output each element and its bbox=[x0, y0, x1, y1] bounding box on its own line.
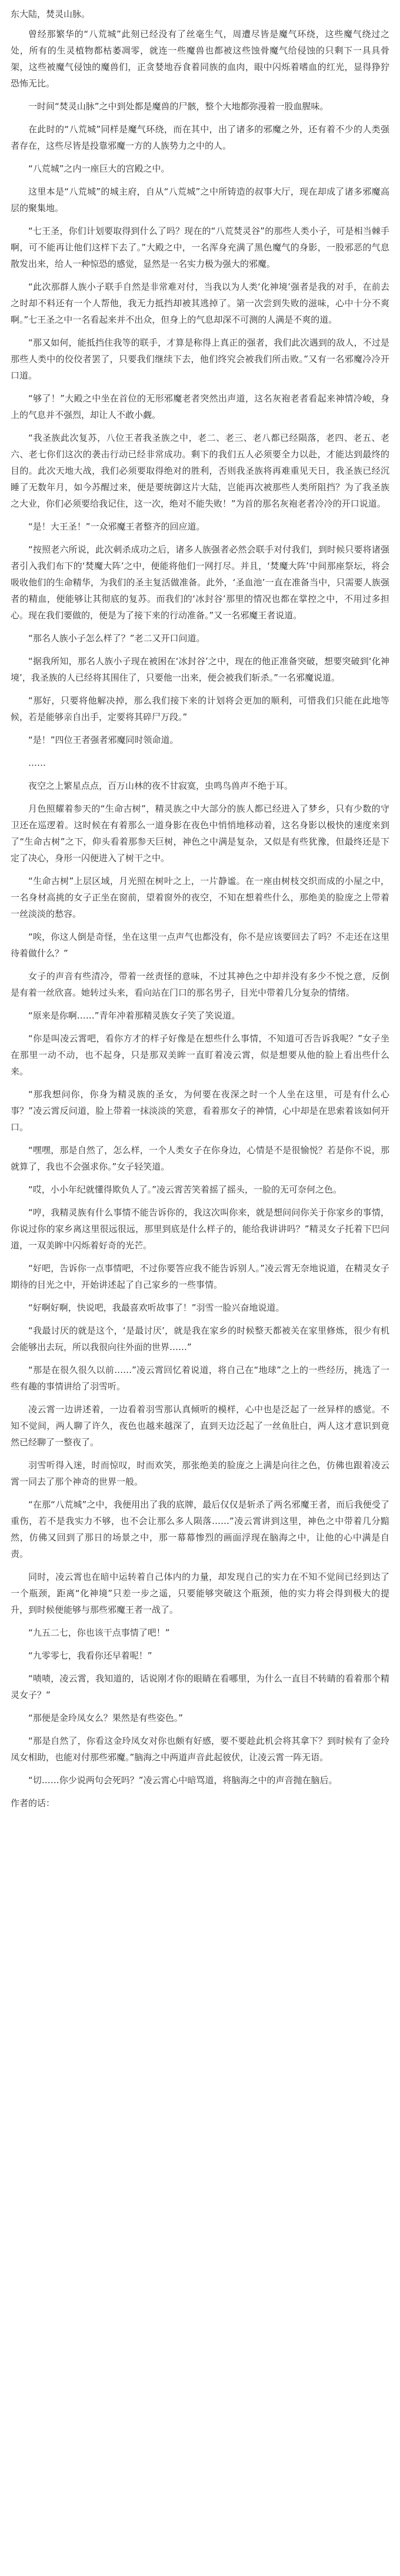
paragraph: “切……你少说两句会死吗？”凌云霄心中暗骂道，将脑海之中的声音抛在脑后。 bbox=[28, 1775, 338, 1786]
paragraph: “九零零七，我看你还早着呢！” bbox=[28, 1650, 152, 1661]
text-body bbox=[11, 26, 389, 1788]
section-break: …… bbox=[28, 758, 46, 768]
paragraph: 一时间“焚灵山脉”之中到处都是魔兽的尸骸，整个大地都弥漫着一股血腥味。 bbox=[28, 101, 329, 112]
paragraph: 夜空之上繁星点点，百万山林的夜不甘寂寞，虫鸣鸟兽声不绝于耳。 bbox=[28, 780, 294, 791]
paragraph: “那便是金玲凤女么？果然是有些姿色。” bbox=[28, 1713, 184, 1723]
paragraph: 月色照耀着参天的“生命古树”，精灵族之中大部分的族人都已经进入了梦乡，只有少数的守卫还在巡逻着。这时候在有着那么一道身影在夜色中悄悄地移动着，这名身影以极快的速度来到了“生命古树”之下，仰头看着那参天巨树，神色之中满是复杂，又似是有些犹豫，但最终还是下定了决心，身形一闪便进入了树干之中。 bbox=[11, 803, 389, 863]
paragraph: “那是自然了，你看这金玲凤女对你也颇有好感，要不要趁此机会将其拿下？到时候有了金玲凤女相助，也能对付那些邪魔。”脑海之中两道声音此起彼伏，让凌云霄一阵无语。 bbox=[11, 1736, 389, 1763]
paragraph: “够了！”大殿之中坐在首位的无形邪魔老者突然出声道，这名灰袍老者看起来神情冷峻，身上的气息并不强烈，却让人不敢小觑。 bbox=[11, 393, 389, 420]
paragraph: “好吧，告诉你一点事情吧，不过你要答应我不能告诉别人。”凌云霄无奈地说道，在精灵女子期待的目光之中，开始讲述起了自己家乡的一些事情。 bbox=[11, 1263, 389, 1290]
paragraph: “我最讨厌的就是这个，‘是最讨厌’，就是我在家乡的时候整天都被关在家里修炼，很少有机会能够出去玩，所以我很向往外面的世界……” bbox=[11, 1325, 389, 1352]
paragraph: “生命古树”上层区域，月光照在树叶之上，一片静谧。在一座由树枝交织而成的小屋之中，一名身材高挑的女子正坐在窗前，望着窗外的夜空，不知在想着些什么，那绝美的脸庞之上带着一丝淡淡的愁容。 bbox=[11, 876, 389, 919]
paragraph: “那是在很久很久以前……”凌云霄回忆着说道，将自己在“地球”之上的一些经历，挑选了一些有趣的事情讲给了羽雪听。 bbox=[11, 1365, 389, 1392]
paragraph: “那又如何，能抵挡住我等的联手，才算是称得上真正的强者，我们此次遇到的敌人，不过是那些人类中的佼佼者罢了，只要我们继续下去，他们终究会被我们所击败。”又有一名邪魔冷冷开口道。 bbox=[11, 337, 389, 381]
paragraph: “据我所知，那名人族小子现在被困在‘冰封谷’之中，现在的他正准备突破，想要突破到‘化神境’，我圣族的人已经将其围住了，只要他一出来，便会被我们斩杀。”一名邪魔说道。 bbox=[11, 656, 389, 683]
paragraph: “原来是你啊……”青年冲着那精灵族女子笑了笑说道。 bbox=[28, 1010, 241, 1021]
paragraph: “九五二七，你也该干点事情了吧！” bbox=[28, 1627, 170, 1638]
paragraph: “啧啧，凌云霄，我知道的，话说刚才你的眼睛在看哪里，为什么一直目不转睛的看着那个精灵女子？” bbox=[11, 1673, 389, 1700]
paragraph: “好啊好啊，快说吧，我最喜欢听故事了！”羽雪一脸兴奋地说道。 bbox=[28, 1302, 285, 1313]
paragraph: “那好，只要将他解决掉，那么我们接下来的计划将会更加的顺利，可惜我们只能在此地等候，若是能够亲自出手，定要将其碎尸万段。” bbox=[11, 695, 389, 722]
chapter-title: 东大陆，焚灵山脉。 bbox=[11, 9, 91, 19]
paragraph: 羽雪听得入迷，时而惊叹，时而欢笑，那张绝美的脸庞之上满是向往之色，仿佛也跟着凌云霄一同去了那个神奇的世界一般。 bbox=[11, 1460, 389, 1487]
paragraph: “此次那群人族小子联手自然是非常难对付，当我以为人类‘化神境’强者是我的对手，在前去之时却不料还有一个人帮他，我无力抵挡却被其逃掉了。第一次尝到失败的滋味，心中十分不爽啊。”七王圣之中一名看起来并不出众，但身上的气息却深不可测的人满是不爽的道。 bbox=[11, 282, 389, 325]
paragraph: “八荒城”之内一座巨大的宫殿之中。 bbox=[28, 163, 170, 174]
paragraph: 曾经那繁华的“八荒城”此刻已经没有了丝毫生气，周遭尽皆是魔气环绕，这些魔气绕过之处，所有的生灵植物都枯萎凋零，就连一些魔兽也都被这些蚀骨魔气给侵蚀的只剩下一具具骨架，这些被魔气侵蚀的魔兽们，正贪婪地吞食着同族的血肉，眼中闪烁着嗜血的红光，显得狰狞恐怖无比。 bbox=[11, 29, 389, 89]
paragraph: “你是叫凌云霄吧，看你方才的样子好像是在想些什么事情，不知道可否告诉我呢？”女子坐在那里一动不动，也不起身，只是那双美眸一直盯着凌云霄，似是想要从他的脸上看出些什么来。 bbox=[11, 1033, 389, 1077]
paragraph: “嘿嘿，那是自然了，怎么样，一个人类女子在你身边，心情是不是很愉悦？若是你不说，那就算了，我也不会强求你。”女子轻笑道。 bbox=[11, 1145, 389, 1172]
paragraph: 女子的声音有些清冷，带着一丝责怪的意味，不过其神色之中却并没有多少不悦之意，反倒是有着一丝欣喜。她转过头来，看向站在门口的那名男子，目光中带着几分复杂的情绪。 bbox=[11, 971, 389, 998]
paragraph: “那名人族小子怎么样了？”老二又开口问道。 bbox=[28, 633, 205, 644]
paragraph: “那我想问你，你身为精灵族的圣女，为何要在夜深之时一个人坐在这里，可是有什么心事？”凌云霄反问道，脸上带着一抹淡淡的笑意，看着那女子的神情，心中却是在思索着该如何开口。 bbox=[11, 1089, 389, 1133]
author-note: 作者的话： bbox=[11, 1798, 55, 1808]
paragraph: 这里本是“八荒城”的城主府，自从“八荒城”之中所铸造的叔事大厅，现在却成了诸多邪魔高层的聚集地。 bbox=[11, 186, 389, 213]
paragraph: “哼，我精灵族有什么事情不能告诉你的，我这次叫你来，就是想问问你关于你家乡的事情，你说过你的家乡离这里很远很远，那里到底是什么样子的，能给我讲讲吗？”精灵女子托着下巴问道，一双美眸中闪烁着好奇的光芒。 bbox=[11, 1207, 389, 1251]
paragraph: “我圣族此次复苏，八位王者我圣族之中，老二、老三、老八都已经陨落，老四、老五、老六、老七你们这次的袭击行动已经非常成功。剩下的我们五人必须要全力以赴，才能达到最终的目的。此次天地大战，我们必须要取得绝对的胜利，否则我圣族将再难重见天日，我圣族已经沉睡了无数年月，如今苏醒过来，便是要统御这片大陆，岂能再次被那些人类所阻挡？为了我圣族之大业，你们必须要给我记住，这一次，绝对不能失败！”为首的那名灰袍老者冷冷的开口说道。 bbox=[11, 433, 389, 509]
paragraph: “是！大王圣！”一众邪魔王者整齐的回应道。 bbox=[28, 521, 205, 532]
paragraph: “唉，你这人倒是奇怪，坐在这里一点声气也都没有，你不是应该要回去了吗？不走还在这里待着做什么？” bbox=[11, 932, 389, 959]
paragraph: “在那“八荒城”之中，我便用出了我的底牌，最后仅仅是斩杀了两名邪魔王者，而后我便受了重伤，若不是我实力不够，也不会让那么多人陨落……”凌云霄讲到这里，神色之中带着几分黯然，仿佛又回到了那日的场景之中，那一幕幕惨烈的画面浮现在脑海之中，让他的心中满是自责。 bbox=[11, 1499, 389, 1559]
paragraph: 同时，凌云霄也在暗中运转着自己体内的力量，却发现自己的实力在不知不觉间已经到达了一个瓶颈，距离“化神境”只差一步之遥，只要能够突破这个瓶颈，他的实力将会得到极大的提升，到时候便能够与那些邪魔王者一战了。 bbox=[11, 1572, 389, 1615]
paragraph: “七王圣，你们计划要取得到什么了吗？现在的“八荒焚灵谷”的那些人类小子，可是相当棘手啊，可不能再让他们这样下去了。”大殿之中，一名浑身充满了黑色魔气的身影，一股邪恶的气息散发出来，给人一种惊恐的感觉，显然是一名实力极为强大的邪魔。 bbox=[11, 226, 389, 269]
paragraph: “按照老六所说，此次刺杀成功之后，诸多人族强者必然会联手对付我们，到时候只要将诸强者引入我们布下的‘焚魔大阵’之中，便能将他们一网打尽。并且，‘焚魔大阵’中间那座祭坛，将会吸收他们的生命精华，为我们的圣主复活做准备。此外，‘圣血池’一直在准备当中，只需要人族强者的精血，便能够让其彻底的复苏。而我们的‘冰封谷’那里的情况也都在掌控之中，不用过多担心。现在我们要做的，便是为了接下来的行动准备。”又一名邪魔王者说道。 bbox=[11, 544, 389, 621]
paragraph: “是！”四位王者强者邪魔同时领命道。 bbox=[28, 735, 179, 745]
paragraph: 在此时的“八荒城”同样是魔气环绕，而在其中，出了诸多的邪魔之外，还有着不少的人类强者存在，这些尽皆是投靠邪魔一方的人族势力之中的人。 bbox=[11, 124, 389, 151]
paragraph: “哎，小小年纪就懂得欺负人了。”凌云霄苦笑着摇了摇头，一脸的无可奈何之色。 bbox=[28, 1184, 342, 1195]
paragraph: 凌云霄一边讲述着，一边看着羽雪那认真倾听的模样，心中也是泛起了一丝异样的感觉。不知不觉间，两人聊了许久，夜色也越来越深了，直到天边泛起了一丝鱼肚白，两人这才意识到竟然已经聊了一整夜了。 bbox=[11, 1404, 389, 1448]
